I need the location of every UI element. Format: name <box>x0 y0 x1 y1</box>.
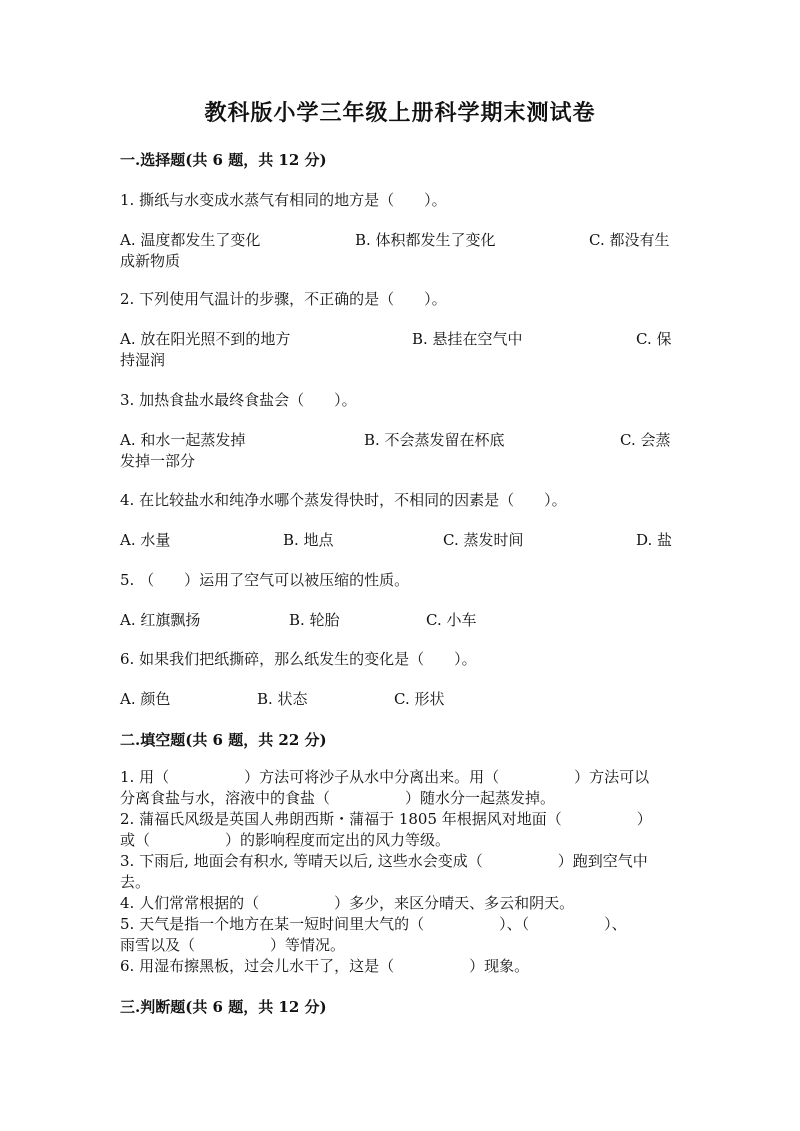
q6-option-b: B. 状态 <box>257 690 308 708</box>
q1-option-c-continued: 成新物质 <box>120 252 181 270</box>
q2-option-c-continued: 持湿润 <box>120 351 166 369</box>
fill-line-3: 2. 蒲福氏风级是英国人弗朗西斯・蒲福于 1805 年根据风对地面（ ） <box>120 810 652 828</box>
q5-option-a: A. 红旗飘扬 <box>120 611 201 629</box>
q4-option-a: A. 水量 <box>120 531 171 549</box>
question-6: 6. 如果我们把纸撕碎，那么纸发生的变化是（ ）。 <box>120 650 477 668</box>
q4-option-c: C. 蒸发时间 <box>443 531 524 549</box>
q6-option-a: A. 颜色 <box>120 690 171 708</box>
question-2: 2. 下列使用气温计的步骤，不正确的是（ ）。 <box>120 290 447 308</box>
question-5: 5. （ ）运用了空气可以被压缩的性质。 <box>120 571 410 589</box>
fill-line-4: 或（ ）的影响程度而定出的风力等级。 <box>120 831 451 849</box>
q3-option-c-continued: 发掉一部分 <box>120 452 196 470</box>
q6-option-c: C. 形状 <box>394 690 445 708</box>
q1-option-c: C. 都没有生 <box>589 231 670 249</box>
q5-option-c: C. 小车 <box>426 611 477 629</box>
q1-option-b: B. 体积都发生了变化 <box>355 231 496 249</box>
page-title: 教科版小学三年级上册科学期末测试卷 <box>204 100 596 126</box>
q4-option-d: D. 盐 <box>636 531 673 549</box>
q2-option-a: A. 放在阳光照不到的地方 <box>120 330 291 348</box>
q1-option-a: A. 温度都发生了变化 <box>120 231 261 249</box>
q2-option-c: C. 保 <box>636 330 672 348</box>
section-heading-judge: 三.判断题(共 6 题，共 12 分) <box>120 998 327 1016</box>
question-3: 3. 加热食盐水最终食盐会（ ）。 <box>120 391 357 409</box>
q4-option-b: B. 地点 <box>283 531 334 549</box>
fill-line-6: 去。 <box>120 873 151 891</box>
section-heading-choice: 一.选择题(共 6 题，共 12 分) <box>120 151 327 169</box>
fill-line-2: 分离食盐与水，溶液中的食盐（ ）随水分一起蒸发掉。 <box>120 789 556 807</box>
fill-line-7: 4. 人们常常根据的（ ）多少，来区分晴天、多云和阴天。 <box>120 894 575 912</box>
fill-line-8: 5. 天气是指一个地方在某一短时间里大气的（ ）、（ ）、 <box>120 915 627 933</box>
fill-line-10: 6. 用湿布擦黑板，过会儿水干了，这是（ ）现象。 <box>120 957 530 975</box>
fill-line-5: 3. 下雨后, 地面会有积水, 等晴天以后, 这些水会变成（ ）跑到空气中 <box>120 852 648 870</box>
section-heading-fill: 二.填空题(共 6 题，共 22 分) <box>120 731 327 749</box>
fill-line-9: 雨雪以及（ ）等情况。 <box>120 936 346 954</box>
question-1: 1. 撕纸与水变成水蒸气有相同的地方是（ ）。 <box>120 191 447 209</box>
q5-option-b: B. 轮胎 <box>289 611 340 629</box>
q3-option-c: C. 会蒸 <box>620 431 671 449</box>
fill-line-1: 1. 用（ ）方法可将沙子从水中分离出来。用（ ）方法可以 <box>120 768 650 786</box>
question-4: 4. 在比较盐水和纯净水哪个蒸发得快时，不相同的因素是（ ）。 <box>120 491 567 509</box>
q3-option-a: A. 和水一起蒸发掉 <box>120 431 246 449</box>
q2-option-b: B. 悬挂在空气中 <box>412 330 523 348</box>
q3-option-b: B. 不会蒸发留在杯底 <box>364 431 505 449</box>
